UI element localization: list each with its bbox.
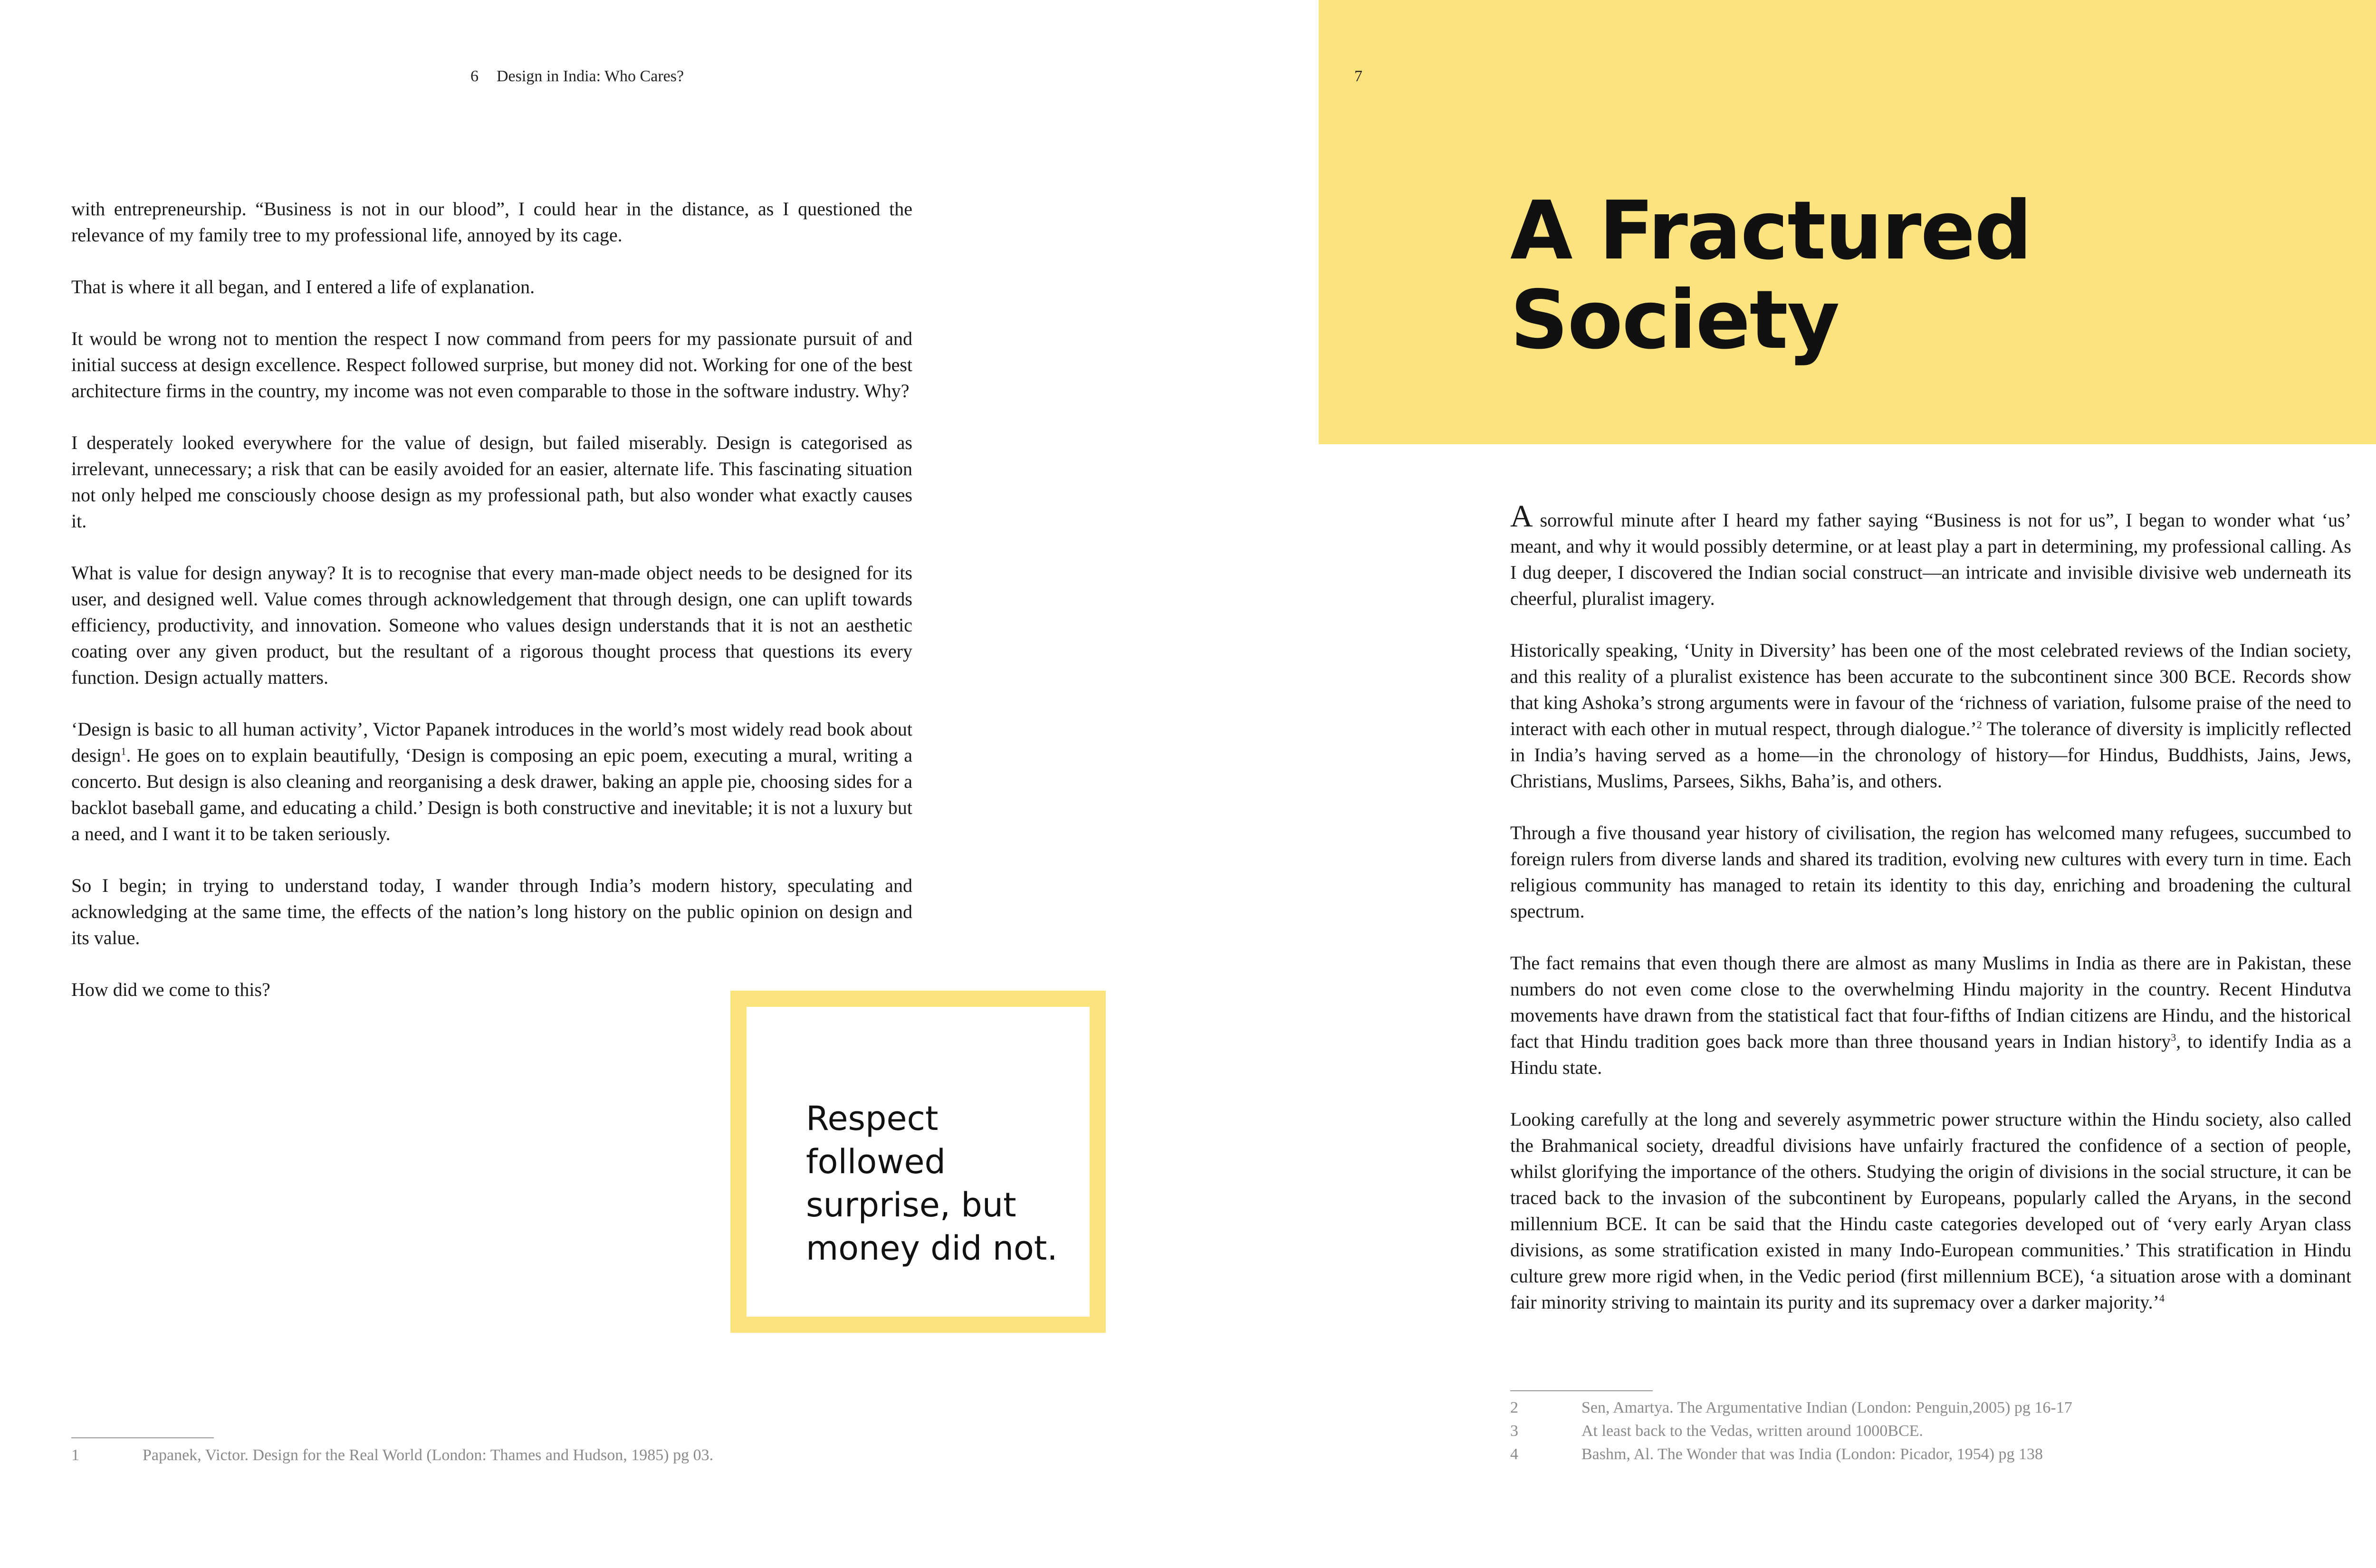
paragraph-text: Looking carefully at the long and severely asymmetric power structure within the Hindu society, also called the Brahmanical society, dreadful divisions have unfairly fractured the confidence of a section of people, whilst glorifying the importance of the others. Studying the origin of divisions in the social structure, it can be traced back to the invasion of the subcontinent by Europeans, popularly called the Aryans, in the second millennium BCE. It can be said that the Hindu caste categories developed out of ‘very early Aryan class divisions, as some stratification existed in many Indo-European communities.’ This stratification in Hindu culture grew more rigid when, in the Vedic period (first millennium BCE), ‘a situation arose with a dominant fair minority striving to maintain its purity and its supremacy over a darker majority.’ (1510, 1109, 2351, 1313)
pull-quote-box (730, 991, 1106, 1333)
footnote (71, 1444, 713, 1467)
paragraph (1510, 950, 2351, 1080)
chapter-title (1510, 186, 2031, 365)
footnote-number: 4 (1510, 1445, 1518, 1463)
paragraph (1510, 1106, 2351, 1315)
book-title: Design in India: Who Cares? (497, 67, 684, 85)
page-number: 6 (470, 67, 479, 85)
footnote (1510, 1419, 2072, 1443)
footnote-number: 3 (1510, 1422, 1518, 1440)
running-head (1354, 67, 1362, 86)
paragraph: It would be wrong not to mention the respect I now command from peers for my passionate pursuit of and initial success at design excellence. Respect followed surprise, but money did not. Working for one of the best architecture firms in the country, my income was not even comparable to those in the software industry. Why? (71, 328, 912, 402)
footnote-divider (71, 1437, 214, 1438)
footnote (1510, 1396, 2072, 1419)
footnote-number: 1 (71, 1446, 79, 1464)
footnote-text: Papanek, Victor. Design for the Real World (London: Thames and Hudson, 1985) pg 03. (143, 1446, 714, 1464)
footnote-ref[interactable]: 4 (2159, 1292, 2165, 1304)
footnote-text: Bashm, Al. The Wonder that was India (London: Picador, 1954) pg 138 (1581, 1445, 2043, 1463)
paragraph: What is value for design anyway? It is to recognise that every man-made object needs to be designed for its user, and designed well. Value comes through acknowledgement that through design, one can uplift towards efficiency, productivity, and innovation. Someone who values design understands that it is not an aesthetic coating over any given product, but the resultant of a rigorous thought process that questions its every function. Design actually matters. (71, 562, 912, 688)
running-head (470, 67, 684, 86)
paragraph (71, 716, 912, 847)
paragraph: with entrepreneurship. “Business is not in our blood”, I could hear in the distance, as I questioned the relevance of my family tree to my professional life, annoyed by its cage. (71, 198, 912, 246)
body-text (71, 196, 912, 1028)
footnote (1510, 1443, 2072, 1466)
paragraph: Through a five thousand year history of civilisation, the region has welcomed many refugees, succumbed to foreign rulers from diverse lands and shared its tradition, evolving new cultures with every turn in time. Each religious community has managed to retain its identity to this day, enriching and broadening the cultural spectrum. (1510, 822, 2351, 922)
right-page (1212, 0, 2376, 1568)
pull-quote: Respect followed surprise, but money did not. (806, 1099, 1058, 1268)
paragraph-text: . He goes on to explain beautifully, ‘Design is composing an epic poem, executing a mural, writing a concerto. But design is also cleaning and reorganising a desk drawer, baking an apple pie, choosing sides for a backlot baseball game, and educating a child.’ Design is both constructive and inevitable; it is not a luxury but a need, and I want it to be taken seriously. (71, 745, 912, 844)
paragraph-text: The fact remains that even though there are almost as many Muslims in India as there are in Pakistan, these numbers do not even come close to the overwhelming Hindu majority in the country. Recent Hindutva movements have drawn from the statistical fact that four-fifths of Indian citizens are Hindu, and the historical fact that Hindu tradition goes back more than three thousand years in Indian history (1510, 952, 2351, 1052)
chapter-title-line: A Fractured (1510, 184, 2031, 278)
footnote-text: At least back to the Vedas, written around 1000BCE. (1581, 1422, 1923, 1440)
footnote-ref[interactable]: 1 (121, 745, 126, 757)
opening-paragraph: A sorrowful minute after I heard my father saying “Business is not for us”, I began to wonder what ‘us’ meant, and why it would possibly determine, or at least play a part in determining, my professional calling. As I dug deeper, I discovered the Indian social construct—an intricate and invisible divisive web underneath its cheerful, pluralist imagery. (1510, 499, 2351, 609)
paragraph: That is where it all began, and I entered a life of explanation. (71, 276, 535, 297)
paragraph-text: , to identify India as a Hindu state. (1510, 1031, 2351, 1078)
footnote-text: Sen, Amartya. The Argumentative Indian (London: Penguin,2005) pg 16-17 (1581, 1399, 2072, 1416)
footnotes (1510, 1396, 2072, 1466)
paragraph: How did we come to this? (71, 979, 270, 1000)
paragraph-text: ‘Design is basic to all human activity’, Victor Papanek introduces in the world’s most widely read book about design (71, 718, 912, 766)
paragraph-text: The tolerance of diversity is implicitly reflected in India’s having served as a home—in the chronology of history—for Hindus, Buddhists, Jains, Jews, Christians, Muslims, Parsees, Sikhs, Baha’is, and others. (1510, 718, 2352, 792)
paragraph (1510, 637, 2351, 794)
footnote-number: 2 (1510, 1399, 1518, 1416)
paragraph: So I begin; in trying to understand today, I wander through India’s modern history, speculating and acknowledging at the same time, the effects of the nation’s long history on the public opinion on design and its value. (71, 875, 912, 948)
footnotes (71, 1444, 713, 1467)
paragraph-text: Historically speaking, ‘Unity in Diversity’ has been one of the most celebrated reviews of the Indian society, and this reality of a pluralist existence has been accurate to the subcontinent since 300 BCE. Records show that king Ashoka’s strong arguments were in favour of the ‘richness of variation, fulsome praise of the need to interact with each other in mutual respect, through dialogue.’ (1510, 640, 2351, 739)
footnote-divider (1510, 1390, 1653, 1391)
paragraph: I desperately looked everywhere for the value of design, but failed miserably. Design is categorised as irrelevant, unnecessary; a risk that can be easily avoided for an easier, alternate life. This fascinating situation not only helped me consciously choose design as my professional path, but also wonder what exactly causes it. (71, 432, 912, 532)
footnote-ref[interactable]: 3 (2171, 1031, 2176, 1043)
footnote-ref[interactable]: 2 (1976, 718, 1982, 731)
body-text (1510, 499, 2352, 1341)
page-number: 7 (1354, 67, 1362, 85)
chapter-title-line: Society (1510, 273, 1839, 367)
